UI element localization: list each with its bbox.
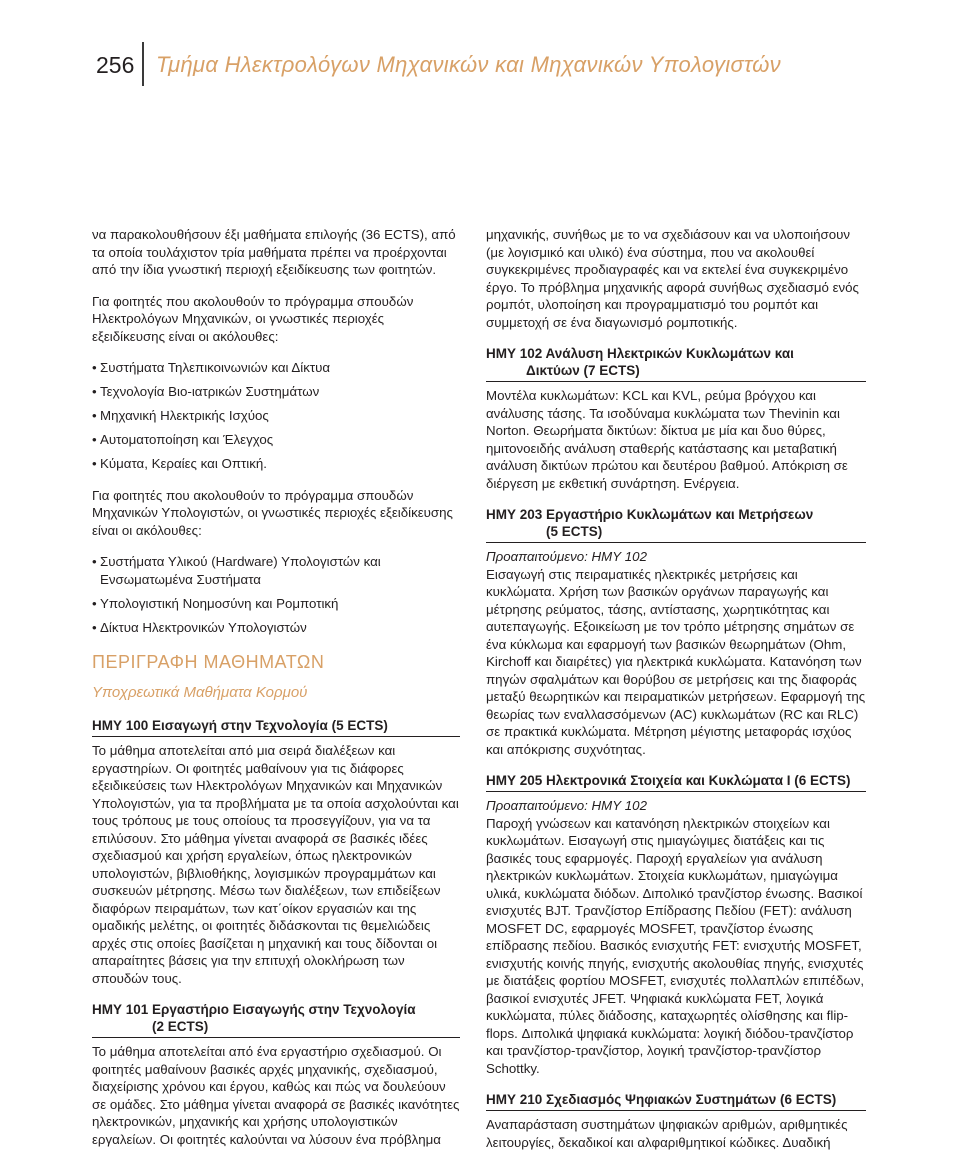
list-item: • Τεχνολογία Βιο-ιατρικών Συστημάτων bbox=[92, 383, 460, 401]
ee-areas-list bbox=[92, 359, 460, 473]
list-item: • Συστήματα Υλικού (Hardware) Υπολογιστών και Ενσωματωμένα Συστήματα bbox=[92, 553, 460, 588]
list-item: • Μηχανική Ηλεκτρικής Ισχύος bbox=[92, 407, 460, 425]
course-title-hmy100: ΗΜΥ 100 Εισαγωγή στην Τεχνολογία (5 ECTS) bbox=[92, 718, 388, 733]
course-title-rule bbox=[92, 1037, 460, 1038]
left-column bbox=[92, 226, 460, 1162]
ce-areas-list bbox=[92, 553, 460, 636]
continued-paragraph: μηχανικής, συνήθως με το να σχεδιάσουν και να υλοποιήσουν (με λογισμικό και υλικό) ένα σύστημα, που να ακολουθεί συγκεκριμένες προδιαγραφές και να εκτελεί ένα συγκεκριμένο έργο. Το πρόβλημα μηχανικής αφορά συνήθως σχεδιασμό ενός ρομπότ, υλοποίηση και προγραμματισμό του ρομπότ και συμμετοχή σε ένα διαγωνισμό ρομποτικής. bbox=[486, 227, 859, 330]
course-body-hmy203: Εισαγωγή στις πειραματικές ηλεκτρικές μετρήσεις και κυκλώματα. Χρήση των βασικών οργάνων παραγωγής και μέτρησης ρεύματος, τάσης, αντίστασης, χωρητικότητας και αυτεπαγωγής. Εξοικείωση με τον τρόπο μέτρησης σημάτων σε ένα κύκλωμα και εφαρμογή των βασικών θεωρημάτων (Ohm, Kirchoff και διαιρέτες) για ηλεκτρικά κυκλώματα. Κατανόηση των πηγών σφαλμάτων και θορύβου σε μετρήσεις και της διαφοράς μεταξύ θεωρητικών και πειραματικών μετρήσεων. Εφαρμογή της θεωρίας των εναλλασσόμενων (AC) κυκλωμάτων (RC και RLC) σε πρακτικά κυκλώματα. Μέτρηση μέγιστης μεταφοράς ισχύος και απόκρισης συχνότητας. bbox=[486, 566, 866, 757]
section-subheading: Υποχρεωτικά Μαθήματα Κορμού bbox=[92, 683, 308, 701]
course-title-line: ΗΜΥ 102 Ανάλυση Ηλεκτρικών Κυκλωμάτων και bbox=[486, 346, 794, 361]
course-body-hmy210: Αναπαράσταση συστημάτων ψηφιακών αριθμών, αριθμητικές λειτουργίες, δεκαδικοί και αλφαριθμητικοί κώδικες. Δυαδική bbox=[486, 1117, 848, 1150]
intro-paragraph: να παρακολουθήσουν έξι μαθήματα επιλογής (36 ECTS), από τα οποία τουλάχιστον τρία μαθήματα πρέπει να προέρχονται από την ίδια γνωστική περιοχή εξειδίκευσης των φοιτητών. bbox=[92, 227, 456, 277]
course-title-rule bbox=[486, 542, 866, 543]
course-title-rule bbox=[92, 736, 460, 737]
course-title-hmy205: ΗΜΥ 205 Ηλεκτρονικά Στοιχεία και Κυκλώματα Ι (6 ECTS) bbox=[486, 773, 851, 788]
list-item: • Αυτοματοποίηση και Έλεγχος bbox=[92, 431, 460, 449]
course-title-line: (2 ECTS) bbox=[152, 1019, 209, 1034]
course-body-hmy102: Μοντέλα κυκλωμάτων: KCL και KVL, ρεύμα βρόγχου και ανάλυσης τάσης. Τα ισοδύναμα κυκλώματα των Thevinin και Norton. Θεωρήματα δικτύων: δίκτυα με μία και δυο θύρες, ημιτονοειδής ανάλυση σταθερής κατάστασης και μεταβατική ανάλυση δικτύων πρώτου και δευτέρου βαθμού. Απόκριση σε διέργεση με εκθετική συνάρτηση. Ενέργεια. bbox=[486, 388, 848, 491]
right-column bbox=[486, 226, 866, 1165]
course-title-line: ΗΜΥ 203 Εργαστήριο Κυκλωμάτων και Μετρήσεων bbox=[486, 507, 814, 522]
page-title: Τμήμα Ηλεκτρολόγων Μηχανικών και Μηχανικών Υπολογιστών bbox=[156, 52, 781, 77]
course-title-rule bbox=[486, 381, 866, 382]
prerequisite-hmy203: Προαπαιτούμενο: ΗΜΥ 102 bbox=[486, 549, 647, 564]
course-title-hmy203 bbox=[486, 506, 866, 540]
page-header bbox=[96, 42, 856, 86]
list-item: • Υπολογιστική Νοημοσύνη και Ρομποτική bbox=[92, 595, 460, 613]
course-title-hmy210: ΗΜΥ 210 Σχεδιασμός Ψηφιακών Συστημάτων (6 ECTS) bbox=[486, 1092, 837, 1107]
course-title-rule bbox=[486, 1110, 866, 1111]
course-title-hmy102 bbox=[486, 345, 866, 379]
course-body-hmy205: Παροχή γνώσεων και κατανόηση ηλεκτρικών στοιχείων και κυκλωμάτων. Εισαγωγή στις ημιαγώγιμες διατάξεις και τις βασικές τους εφαρμογές. Παροχή εργαλείων για ανάλυση ηλεκτρικών κυκλωμάτων. Στοιχεία κυκλωμάτων, ημιαγώγιμα υλικά, κυκλώματα διόδων. Διπολικό τρανζίστορ ένωσης. Βασικοί ενισχυτές BJT. Τρανζίστορ Επίδρασης Πεδίου (FET): ανάλυση MOSFET DC, εφαρμογές MOSFET, τρανζίστορ ένωσης επίδρασης πεδίου. Βασικός ενισχυτής FET: ενισχυτής MOSFET, ενισχυτής κοινής πηγής, ενισχυτής ακολουθίας πηγής, ενισχυτές με διατάξεις φορτίου MOSFET, ενισχυτές πολλαπλών επιπέδων, βασικοί ενισχυτές JFET. Ψηφιακά κυκλώματα FET, λογικά κυκλώματα, πύλες διάδοσης, καταχωρητές ολίσθησης και flip-flops. Διπολικά ψηφιακά κυκλώματα: λογική διόδου-τρανζίστορ και τρανζίστορ-τρανζίστορ, λογική τρανζίστορ-τρανζίστορ Schottky. bbox=[486, 815, 865, 1076]
prerequisite-hmy205: Προαπαιτούμενο: ΗΜΥ 102 bbox=[486, 798, 647, 813]
course-title-line: ΗΜΥ 101 Εργαστήριο Εισαγωγής στην Τεχνολογία bbox=[92, 1002, 416, 1017]
ee-areas-paragraph: Για φοιτητές που ακολουθούν το πρόγραμμα σπουδών Ηλεκτρολόγων Μηχανικών, οι γνωστικές περιοχές εξειδίκευσης είναι οι ακόλουθες: bbox=[92, 293, 414, 344]
course-title-line: Δικτύων (7 ECTS) bbox=[526, 363, 640, 378]
course-body-hmy100: Το μάθημα αποτελείται από μια σειρά διαλέξεων και εργαστηρίων. Οι φοιτητές μαθαίνουν για τις διάφορες εξειδικεύσεις των Ηλεκτρολόγων Μηχανικών και Μηχανικών Υπολογιστών, για τα προβλήματα με τα οποία ασχολούνται και τους τρόπους με τους οποίους τα προσεγγίζουν, για να τα επιλύσουν. Στο μάθημα γίνεται αναφορά σε βασικές ιδέες σχεδιασμού και χρήση εργαλείων, όπως ηλεκτρονικών υπολογιστών, βιβλιοθήκης, λογισμικών προγραμμάτων και συσκευών μέτρησης. Μέσω των διαλέξεων, των επιδείξεων διαφόρων πειραμάτων, των κατ΄οίκον εργασιών και της ομαδικής μελέτης, οι φοιτητές διδάσκονται τις θεμελιώδεις αρχές στις οποίες βασίζεται η μηχανική και τους δίδονται οι απαραίτητες βάσεις για την επιτυχή ολοκλήρωση των σπουδών τους. bbox=[92, 743, 459, 986]
course-title-hmy101 bbox=[92, 1001, 460, 1035]
course-title-rule bbox=[486, 791, 866, 792]
page-number: 256 bbox=[96, 52, 135, 78]
list-item: • Δίκτυα Ηλεκτρονικών Υπολογιστών bbox=[92, 619, 460, 637]
list-item: • Κύματα, Κεραίες και Οπτική. bbox=[92, 455, 460, 473]
ce-areas-paragraph: Για φοιτητές που ακολουθούν το πρόγραμμα σπουδών Μηχανικών Υπολογιστών, οι γνωστικές περιοχές εξειδίκευσης είναι οι ακόλουθες: bbox=[92, 487, 453, 538]
course-body-hmy101: Το μάθημα αποτελείται από ένα εργαστήριο σχεδιασμού. Οι φοιτητές μαθαίνουν βασικές αρχές μηχανικής, σχεδιασμού, διαχείρισης χρόνου και έργου, καθώς και πώς να δουλεύουν σε ομάδες. Στο μάθημα γίνεται αναφορά σε βασικές ικανότητες ηλεκτρονικών, μηχανικής και χρήσης υπολογιστικών εργαλείων. Οι φοιτητές καλούνται να λύσουν ένα πρόβλημα bbox=[92, 1044, 460, 1147]
course-title-line: (5 ECTS) bbox=[546, 524, 603, 539]
section-heading: ΠΕΡΙΓΡΑΦΗ ΜΑΘΗΜΑΤΩΝ bbox=[92, 652, 325, 672]
header-divider bbox=[142, 42, 144, 86]
list-item: • Συστήματα Τηλεπικοινωνιών και Δίκτυα bbox=[92, 359, 460, 377]
